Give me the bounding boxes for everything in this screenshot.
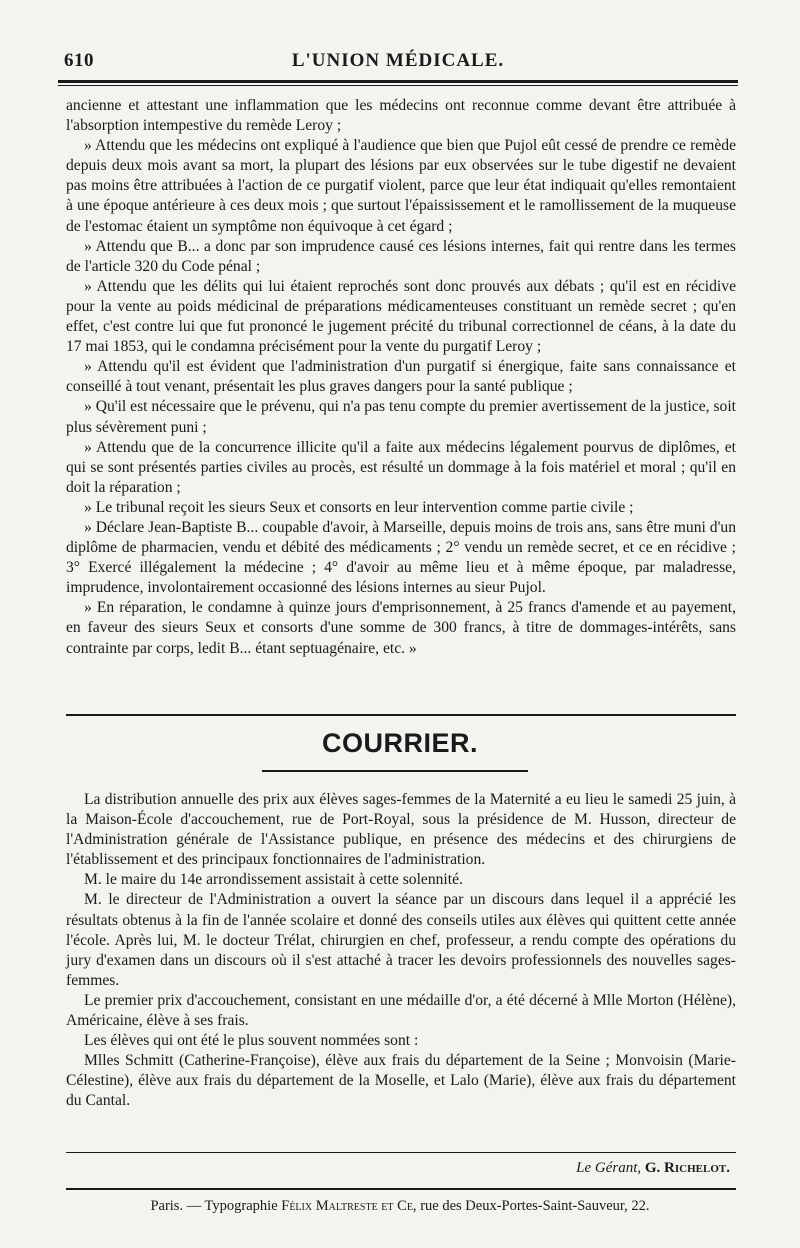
paragraph: Les élèves qui ont été le plus souvent nommées sont : (84, 1032, 419, 1050)
paragraph: Mlles Schmitt (Catherine-Françoise), élève aux frais du département de la Seine ; Monvoisin (Marie-Célestine), élève aux frais du département de la Moselle, et Lalo (Marie), élève aux frais du département du Cantal. (66, 1052, 736, 1110)
imprint-printer: Félix Maltreste et Ce, (281, 1198, 417, 1214)
paragraph: » Attendu que B... a donc par son imprudence causé ces lésions internes, fait qui rentre dans les termes de l'article 320 du Code pénal ; (66, 237, 736, 275)
paragraph: » Attendu qu'il est évident que l'administration d'un purgatif si énergique, faite sans connaissance et conseillé à tout venant, présentait les plus graves dangers pour la santé publique ; (66, 358, 736, 396)
paragraph: » Attendu que les médecins ont expliqué à l'audience que bien que Pujol eût cessé de prendre ce remède depuis deux mois avant sa mort, la plupart des lésions par eux observées sur le tube digestif ne devaient pas moins être attribuées à l'action de ce purgatif violent, parce que leur état indiquait qu'elles remontaient à une époque antérieure à ces deux mois ; que surtout l'épaississement et le ramollissement de la muqueuse de l'estomac étaient un symptôme non équivoque à cet égard ; (66, 137, 736, 235)
footer-rule-thick (66, 1188, 736, 1190)
gerant-label: Le Gérant, (576, 1160, 642, 1176)
paragraph: Le premier prix d'accouchement, consistant en une médaille d'or, a été décerné à Mlle Morton (Hélène), Américaine, élève à ses frais. (66, 991, 736, 1030)
header-rule-thin (58, 85, 738, 86)
footer-rule (66, 1152, 736, 1153)
section-divider (66, 714, 736, 716)
paragraph: » Attendu que de la concurrence illicite qu'il a faite aux médecins légalement pourvus de diplômes, et qui se sont présentés parties civiles au procès, est résulté un dommage à la fois matériel et moral ; qu'il en doit la réparation ; (66, 438, 736, 496)
paragraph: » Le tribunal reçoit les sieurs Seux et consorts en leur intervention comme partie civile ; (84, 498, 634, 516)
page-number: 610 (64, 50, 94, 71)
printer-imprint (0, 1198, 800, 1215)
imprint-prefix: Paris. — Typographie (150, 1198, 278, 1214)
judgment-text (66, 96, 736, 659)
gerant-name: G. Richelot. (644, 1160, 730, 1176)
paragraph: » Attendu que les délits qui lui étaient reprochés sont donc prouvés aux débats ; qu'il est en récidive pour la vente au poids médicinal de préparations médicamenteuses constituant un remède secret ; qu'en effet, c'est contre lui que fut prononcé le jugement précité du tribunal correctionnel de céans, à la date du 17 mai 1853, qui le condamna précisément pour la vente du purgatif Leroy ; (66, 277, 736, 356)
page-header (58, 44, 738, 80)
paragraph: ancienne et attestant une inflammation que les médecins ont reconnue comme devant être attribuée à l'absorption intempestive du remède Leroy ; (66, 97, 736, 135)
section-title-underline (262, 770, 528, 772)
courrier-text (66, 790, 736, 1112)
header-rule (58, 80, 738, 83)
paragraph: M. le directeur de l'Administration a ouvert la séance par un discours dans lequel il a apprécié les résultats obtenus à la fin de l'année scolaire et donné des conseils utiles aux élèves qui quittent cette année l'école. Après lui, M. le docteur Trélat, chirurgien en chef, professeur, a rendu compte des opérations du jury d'examen dans un discours où il s'est attaché à tracer les devoirs professionnels des nouvelles sages-femmes. (66, 891, 736, 989)
gerant-signature (576, 1160, 730, 1177)
paragraph: » Déclare Jean-Baptiste B... coupable d'avoir, à Marseille, depuis moins de trois ans, sans être muni d'un diplôme de pharmacien, vendu et débité des médicaments ; 2° vendu un remède secret, et ce en récidive ; 3° Exercé illégalement la médecine ; 4° d'avoir au même lieu et à même époque, par maladresse, imprudence, involontairement occasionné des lésions internes au sieur Pujol. (66, 518, 736, 597)
section-title: COURRIER. (321, 728, 478, 758)
journal-title: L'UNION MÉDICALE. (291, 50, 505, 71)
paragraph: La distribution annuelle des prix aux élèves sages-femmes de la Maternité a eu lieu le samedi 25 juin, à la Maison-École d'accouchement, rue de Port-Royal, sous la présidence de M. Husson, directeur de l'Administration générale de l'Assistance publique, en présence des médecins et des chirurgiens de l'établissement et des principaux fonctionnaires de l'administration. (66, 791, 736, 869)
paragraph: » Qu'il est nécessaire que le prévenu, qui n'a pas tenu compte du premier avertissement de la justice, soit plus sévèrement puni ; (66, 398, 736, 436)
paragraph: » En réparation, le condamne à quinze jours d'emprisonnement, à 25 francs d'amende et au payement, en faveur des sieurs Seux et consorts d'une somme de 300 francs, à titre de dommages-intérêts, sans contrainte par corps, ledit B... étant septuagénaire, etc. » (66, 599, 736, 657)
imprint-address: rue des Deux-Portes-Saint-Sauveur, 22. (420, 1198, 650, 1214)
paragraph: M. le maire du 14e arrondissement assistait à cette solennité. (84, 871, 463, 889)
